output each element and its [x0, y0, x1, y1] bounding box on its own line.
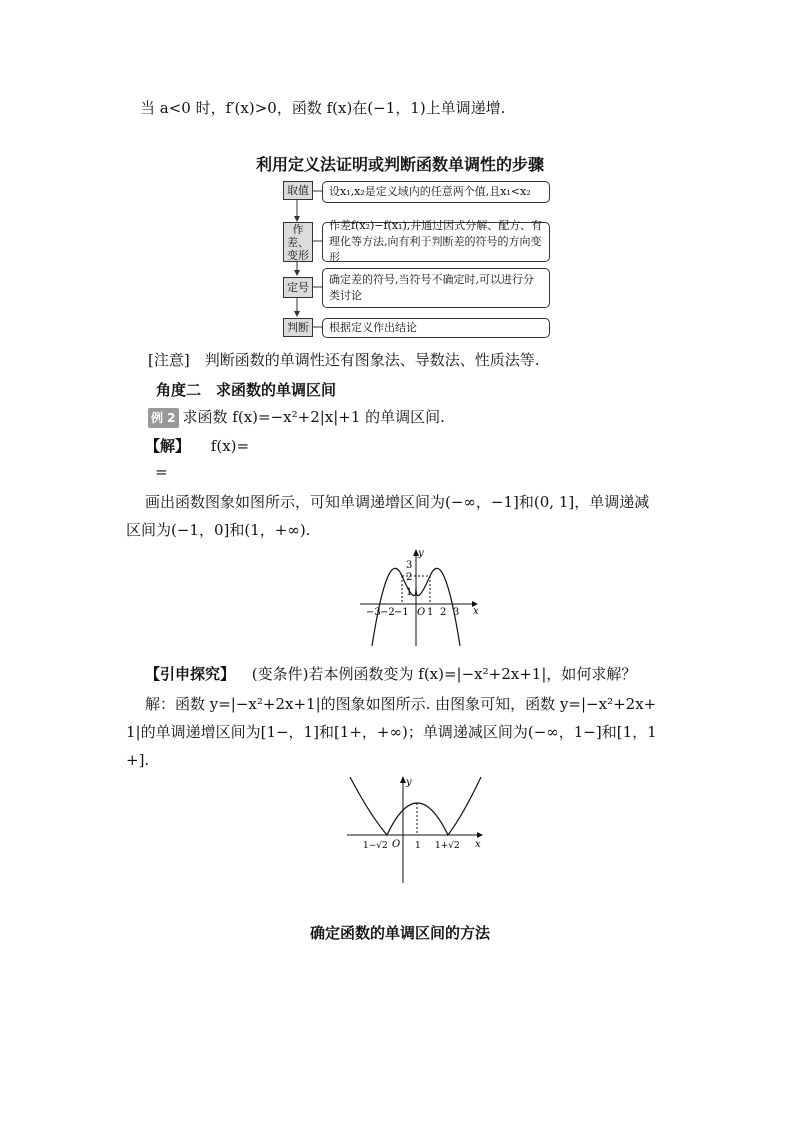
graph-1-origin: O — [417, 607, 426, 618]
flowchart-title: 利用定义法证明或判断函数单调性的步骤 — [255, 155, 544, 174]
para2-line1: 解：函数 y=|−x²+2x+1|的图象如图所示. 由图象可知，函数 y=|−x²+2x+ — [145, 695, 657, 713]
graph-1-xtick: 3 — [453, 607, 460, 618]
graph-2-xtick: 1−√2 — [363, 841, 388, 851]
graph-1-y-label: y — [418, 548, 424, 559]
example-badge: 例 2 — [148, 408, 179, 428]
flow-step-text-4: 根据定义作出结论 — [322, 318, 550, 338]
final-title: 确定函数的单调区间的方法 — [309, 924, 490, 942]
graph-2-origin: O — [392, 839, 401, 850]
graph-2 — [345, 775, 485, 885]
extension-text: (变条件)若本例函数变为 f(x)=|−x²+2x+1|，如何求解？ — [251, 665, 637, 683]
extension-line — [145, 664, 636, 684]
section-title: 角度二 求函数的单调区间 — [156, 381, 337, 399]
flow-step-label-4: 判断 — [283, 318, 313, 337]
graph-1-xtick: −2 — [380, 607, 395, 618]
example-2 — [148, 407, 445, 428]
graph-1-xtick: 1 — [427, 607, 434, 618]
graph-1-ytick: 1 — [406, 587, 413, 598]
solution-eq: = — [155, 463, 168, 481]
graph-1-ytick: 3 — [406, 560, 413, 571]
note: [注意] 判断函数的单调性还有图象法、导数法、性质法等. — [148, 351, 540, 369]
graph-1-ytick: 2 — [406, 572, 413, 583]
para1-line1: 画出函数图象如图所示，可知单调递增区间为(−∞，−1]和(0, 1]，单调递减 — [145, 493, 650, 511]
graph-2-x-label: x — [475, 839, 481, 850]
graph-1-xtick: 2 — [440, 607, 447, 618]
example-text: 求函数 f(x)=−x²+2|x|+1 的单调区间. — [182, 408, 445, 426]
graph-2-xtick: 1+√2 — [435, 841, 460, 851]
graph-1-xtick: −1 — [394, 607, 409, 618]
graph-2-xtick: 1 — [415, 841, 421, 851]
extension-label: 【引申探究】 — [145, 665, 236, 683]
solution-line — [145, 436, 249, 456]
para2-line2: 1|的单调递增区间为[1−，1]和[1+，+∞)；单调递减区间为(−∞，1−]和[1，1 — [126, 723, 657, 741]
solution-label: 【解】 — [145, 437, 191, 455]
para2-line3: +]. — [126, 751, 150, 769]
graph-2-curve — [350, 777, 481, 835]
solution-expr: f(x)= — [210, 437, 250, 455]
graph-1 — [360, 548, 480, 648]
flow-step-text-1: 设x₁,x₂是定义域内的任意两个值,且x₁<x₂ — [322, 181, 550, 203]
flow-step-text-3: 确定差的符号,当符号不确定时,可以进行分类讨论 — [322, 268, 550, 308]
graph-1-x-label: x — [473, 606, 479, 617]
graph-1-xtick: −3 — [366, 607, 381, 618]
para1-line2: 区间为(−1，0]和(1，+∞). — [126, 521, 311, 539]
flow-step-label-1: 取值 — [283, 181, 313, 200]
intro-sentence: 当 a<0 时，f′(x)>0，函数 f(x)在(−1，1)上单调递增. — [140, 99, 506, 117]
graph-2-y-label: y — [406, 777, 412, 788]
flow-step-label-2: 作差、变形 — [283, 222, 313, 262]
flow-step-label-3: 定号 — [283, 277, 313, 298]
flow-step-text-2: 作差f(x₂)−f(x₁),并通过因式分解、配方、有理化等方法,向有利于判断差的符号的方向变形 — [322, 222, 550, 262]
